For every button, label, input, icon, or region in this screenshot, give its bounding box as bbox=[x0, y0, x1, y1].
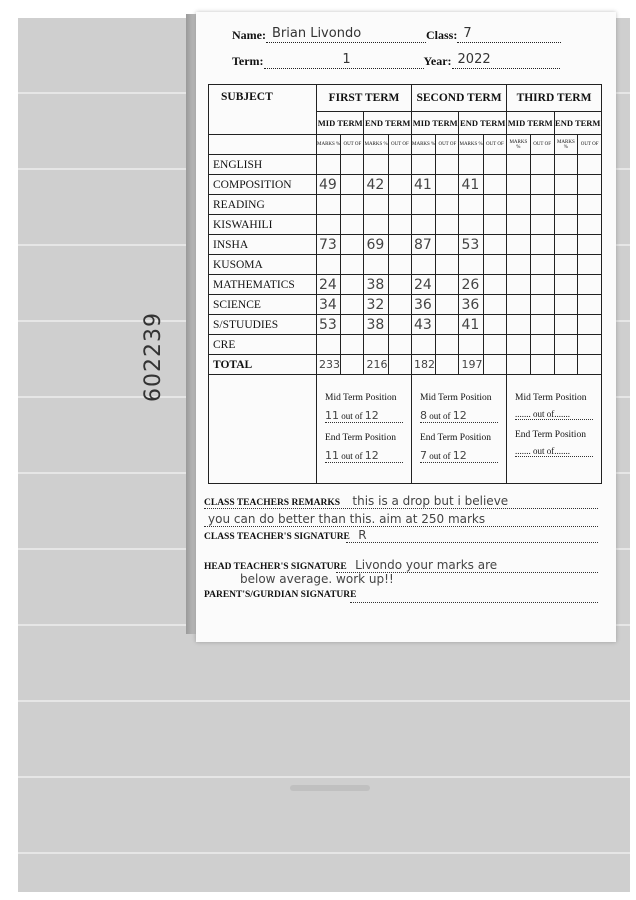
parent-signature-label: PARENT'S/GURDIAN SIGNATURE bbox=[204, 590, 357, 600]
out-of-cell bbox=[436, 275, 459, 295]
handwritten-id-number: 602239 bbox=[140, 312, 166, 402]
marks-cell bbox=[554, 235, 578, 255]
signature-dotted-line bbox=[350, 602, 598, 603]
marks-cell: 38 bbox=[364, 315, 388, 335]
subject-row bbox=[209, 155, 602, 175]
mid-term-position-value: 11 bbox=[325, 409, 339, 422]
marks-col-header: MARKS % bbox=[412, 135, 436, 155]
marks-cell: 53 bbox=[459, 235, 483, 255]
marks-cell bbox=[554, 215, 578, 235]
out-of-cell bbox=[578, 195, 602, 215]
marks-col-header: MARKS % bbox=[317, 135, 341, 155]
marks-cell: 41 bbox=[412, 175, 436, 195]
marks-cell bbox=[459, 255, 483, 275]
marks-cell bbox=[507, 155, 531, 175]
out-of-cell bbox=[341, 175, 364, 195]
marks-cell: 41 bbox=[459, 315, 483, 335]
marks-cell bbox=[364, 155, 388, 175]
marks-table bbox=[208, 84, 602, 484]
end-term-header: END TERM bbox=[459, 112, 507, 135]
name-value: Brian Livondo bbox=[271, 26, 362, 41]
head-teacher-remark-line2-row bbox=[240, 572, 394, 586]
marks-cell bbox=[317, 215, 341, 235]
subject-name: COMPOSITION bbox=[209, 175, 317, 195]
end-term-out-of-value: 12 bbox=[452, 449, 467, 462]
parent-signature-row bbox=[204, 590, 356, 600]
scan-smudge bbox=[290, 785, 370, 791]
out-of-cell bbox=[388, 155, 411, 175]
out-of-cell bbox=[388, 335, 411, 355]
out-of-cell bbox=[530, 175, 554, 195]
out-of-cell bbox=[388, 175, 411, 195]
year-value: 2022 bbox=[457, 52, 491, 67]
class-value: 7 bbox=[463, 26, 472, 41]
first-term-positions bbox=[317, 375, 412, 484]
out-of-cell bbox=[341, 255, 364, 275]
marks-cell: 53 bbox=[317, 315, 341, 335]
mid-term-out-of-value: 12 bbox=[452, 409, 467, 422]
marks-cell bbox=[554, 155, 578, 175]
out-of-cell bbox=[341, 335, 364, 355]
out-of-cell bbox=[436, 335, 459, 355]
total-cell bbox=[341, 355, 364, 375]
marks-cell: 43 bbox=[412, 315, 436, 335]
marks-cell: 36 bbox=[412, 295, 436, 315]
subject-row bbox=[209, 255, 602, 275]
class-teacher-signature-label: CLASS TEACHER'S SIGNATURE bbox=[204, 532, 350, 542]
mid-term-position-label: Mid Term Position bbox=[325, 393, 397, 403]
out-of-cell bbox=[530, 215, 554, 235]
out-of-text: out of bbox=[533, 409, 555, 419]
out-of-cell bbox=[578, 155, 602, 175]
out-of-col-header: OUT OF bbox=[578, 135, 602, 155]
head-teacher-signature-row bbox=[204, 558, 497, 572]
mid-term-position-line: ....... out of....... bbox=[515, 409, 593, 420]
head-teacher-signature-label: HEAD TEACHER'S SIGNATURE bbox=[204, 562, 347, 572]
marks-cell bbox=[364, 255, 388, 275]
out-of-col-header: OUT OF bbox=[436, 135, 459, 155]
out-of-cell bbox=[436, 195, 459, 215]
out-of-cell bbox=[578, 335, 602, 355]
subject-name: ENGLISH bbox=[209, 155, 317, 175]
out-of-cell bbox=[436, 295, 459, 315]
subject-row bbox=[209, 175, 602, 195]
subject-row bbox=[209, 235, 602, 255]
marks-cell bbox=[412, 335, 436, 355]
mid-term-header: MID TERM bbox=[412, 112, 459, 135]
marks-cell: 38 bbox=[364, 275, 388, 295]
total-label: TOTAL bbox=[209, 355, 317, 375]
out-of-cell bbox=[388, 255, 411, 275]
end-term-position-label: End Term Position bbox=[420, 433, 491, 443]
marks-cell bbox=[507, 255, 531, 275]
total-cell: 197 bbox=[459, 355, 483, 375]
marks-cell bbox=[459, 335, 483, 355]
marks-cell: 32 bbox=[364, 295, 388, 315]
end-term-out-of-value: 12 bbox=[364, 449, 379, 462]
class-teacher-remarks-label: CLASS TEACHERS REMARKS bbox=[204, 498, 341, 508]
marks-cell bbox=[412, 215, 436, 235]
out-of-text: out of bbox=[341, 411, 363, 421]
name-label: Name: bbox=[232, 28, 266, 42]
out-of-cell bbox=[530, 275, 554, 295]
total-cell bbox=[436, 355, 459, 375]
subject-row bbox=[209, 335, 602, 355]
marks-cell bbox=[412, 255, 436, 275]
term-label: Term: bbox=[232, 54, 264, 68]
marks-cell bbox=[507, 335, 531, 355]
year-label: Year: bbox=[423, 54, 452, 68]
end-term-position-label: End Term Position bbox=[515, 430, 586, 440]
marks-cell bbox=[554, 335, 578, 355]
out-of-cell bbox=[483, 215, 506, 235]
out-of-cell bbox=[483, 155, 506, 175]
marks-cell bbox=[507, 175, 531, 195]
out-of-cell bbox=[530, 235, 554, 255]
subject-name: MATHEMATICS bbox=[209, 275, 317, 295]
class-teacher-remark-line2-row bbox=[208, 512, 485, 526]
second-term-header: SECOND TERM bbox=[412, 85, 507, 112]
end-term-position-value: 7 bbox=[420, 449, 427, 462]
marks-cell bbox=[554, 195, 578, 215]
class-label: Class: bbox=[425, 28, 458, 42]
mid-term-position-label: Mid Term Position bbox=[515, 393, 587, 403]
out-of-cell bbox=[436, 175, 459, 195]
total-row bbox=[209, 355, 602, 375]
total-cell: 216 bbox=[364, 355, 388, 375]
marks-cell bbox=[459, 155, 483, 175]
marks-cell bbox=[317, 255, 341, 275]
out-of-cell bbox=[530, 315, 554, 335]
out-of-cell bbox=[341, 215, 364, 235]
marks-cell bbox=[364, 215, 388, 235]
name-field bbox=[266, 26, 426, 43]
total-cell: 233 bbox=[317, 355, 341, 375]
out-of-cell bbox=[578, 275, 602, 295]
out-of-cell bbox=[530, 335, 554, 355]
out-of-cell bbox=[578, 215, 602, 235]
end-term-position-line bbox=[325, 449, 403, 463]
marks-cell bbox=[412, 155, 436, 175]
third-term-header: THIRD TERM bbox=[507, 85, 602, 112]
class-field bbox=[457, 26, 561, 43]
out-of-cell bbox=[483, 235, 506, 255]
out-of-cell bbox=[530, 155, 554, 175]
out-of-cell bbox=[436, 315, 459, 335]
out-of-text: out of bbox=[429, 411, 451, 421]
subject-row bbox=[209, 315, 602, 335]
marks-cell bbox=[459, 215, 483, 235]
out-of-cell bbox=[578, 295, 602, 315]
positions-row bbox=[209, 375, 602, 484]
mid-term-header: MID TERM bbox=[507, 112, 555, 135]
end-term-position-line: ....... out of....... bbox=[515, 446, 593, 457]
marks-cell: 36 bbox=[459, 295, 483, 315]
mid-term-position-line bbox=[420, 409, 498, 423]
class-teacher-signature-row bbox=[204, 528, 367, 542]
total-cell bbox=[578, 355, 602, 375]
out-of-col-header: OUT OF bbox=[341, 135, 364, 155]
term-row bbox=[232, 52, 560, 69]
end-term-header: END TERM bbox=[364, 112, 412, 135]
out-of-cell bbox=[578, 255, 602, 275]
marks-cell bbox=[317, 335, 341, 355]
out-of-cell bbox=[578, 315, 602, 335]
marks-cell: 69 bbox=[364, 235, 388, 255]
total-cell: 182 bbox=[412, 355, 436, 375]
out-of-col-header: OUT OF bbox=[388, 135, 411, 155]
out-of-cell bbox=[530, 295, 554, 315]
out-of-cell bbox=[483, 255, 506, 275]
blank-header-cell bbox=[209, 135, 317, 155]
subject-name: INSHA bbox=[209, 235, 317, 255]
marks-cell bbox=[507, 195, 531, 215]
marks-cell: 41 bbox=[459, 175, 483, 195]
out-of-cell bbox=[341, 275, 364, 295]
marks-cell bbox=[459, 195, 483, 215]
marks-cell bbox=[317, 155, 341, 175]
subject-row bbox=[209, 195, 602, 215]
total-cell bbox=[388, 355, 411, 375]
remark-dotted-line bbox=[204, 508, 598, 509]
marks-col-header: MARKS % bbox=[459, 135, 483, 155]
marks-col-header: MARKS % bbox=[554, 135, 578, 155]
end-term-header: END TERM bbox=[554, 112, 602, 135]
subject-header: SUBJECT bbox=[209, 85, 317, 135]
out-of-cell bbox=[341, 295, 364, 315]
out-of-cell bbox=[388, 195, 411, 215]
total-cell bbox=[530, 355, 554, 375]
subject-name: CRE bbox=[209, 335, 317, 355]
marks-cell: 26 bbox=[459, 275, 483, 295]
marks-cell bbox=[554, 175, 578, 195]
marks-cell bbox=[317, 195, 341, 215]
term-field bbox=[264, 52, 424, 69]
class-teacher-signature: R bbox=[358, 528, 367, 542]
out-of-cell bbox=[436, 155, 459, 175]
marks-cell bbox=[507, 215, 531, 235]
marks-cell: 24 bbox=[412, 275, 436, 295]
marks-cell bbox=[507, 275, 531, 295]
out-of-text: out of bbox=[341, 451, 363, 461]
marks-cell bbox=[364, 335, 388, 355]
out-of-text: out of bbox=[429, 451, 451, 461]
marks-cell: 87 bbox=[412, 235, 436, 255]
marks-cell: 73 bbox=[317, 235, 341, 255]
out-of-cell bbox=[388, 295, 411, 315]
out-of-cell bbox=[388, 275, 411, 295]
marks-cell bbox=[507, 235, 531, 255]
subject-row bbox=[209, 275, 602, 295]
out-of-cell bbox=[436, 235, 459, 255]
subject-name: READING bbox=[209, 195, 317, 215]
out-of-cell bbox=[341, 315, 364, 335]
mid-term-position-value: 8 bbox=[420, 409, 427, 422]
class-teacher-remark-line2: you can do better than this. aim at 250 marks bbox=[208, 512, 486, 526]
marks-cell: 24 bbox=[317, 275, 341, 295]
marks-cell bbox=[412, 195, 436, 215]
out-of-cell bbox=[483, 295, 506, 315]
out-of-cell bbox=[530, 195, 554, 215]
total-cell bbox=[483, 355, 506, 375]
out-of-cell bbox=[578, 235, 602, 255]
signature-dotted-line bbox=[346, 542, 598, 543]
out-of-col-header: OUT OF bbox=[483, 135, 506, 155]
marks-col-header: MARKS % bbox=[507, 135, 531, 155]
out-of-cell bbox=[341, 235, 364, 255]
class-teacher-remarks-row bbox=[204, 494, 508, 508]
out-of-cell bbox=[483, 315, 506, 335]
marks-body bbox=[209, 155, 602, 355]
total-cell bbox=[507, 355, 531, 375]
out-of-cell bbox=[341, 155, 364, 175]
subject-name: KUSOMA bbox=[209, 255, 317, 275]
out-of-cell bbox=[436, 255, 459, 275]
out-of-cell bbox=[578, 175, 602, 195]
out-of-cell bbox=[483, 195, 506, 215]
marks-cell bbox=[554, 255, 578, 275]
first-term-header: FIRST TERM bbox=[317, 85, 412, 112]
subject-row bbox=[209, 215, 602, 235]
out-of-cell bbox=[483, 175, 506, 195]
out-of-cell bbox=[436, 215, 459, 235]
end-term-position-value: 11 bbox=[325, 449, 339, 462]
positions-blank-cell bbox=[209, 375, 317, 484]
total-cell bbox=[554, 355, 578, 375]
remark-dotted-line bbox=[204, 526, 598, 527]
end-term-position-line bbox=[420, 449, 498, 463]
out-of-col-header: OUT OF bbox=[530, 135, 554, 155]
name-row bbox=[232, 26, 561, 43]
head-teacher-remark-line1: Livondo your marks are bbox=[355, 558, 498, 572]
subject-row bbox=[209, 295, 602, 315]
second-term-positions bbox=[412, 375, 507, 484]
report-card bbox=[196, 12, 616, 642]
mid-term-position-label: Mid Term Position bbox=[420, 393, 492, 403]
out-of-cell bbox=[388, 315, 411, 335]
marks-cell bbox=[554, 295, 578, 315]
marks-cell bbox=[554, 275, 578, 295]
marks-cell bbox=[554, 315, 578, 335]
year-field bbox=[452, 52, 560, 69]
term-value: 1 bbox=[342, 52, 351, 67]
mid-term-header: MID TERM bbox=[317, 112, 364, 135]
mid-term-out-of-value: 12 bbox=[364, 409, 379, 422]
marks-cell bbox=[507, 315, 531, 335]
marks-col-header: MARKS % bbox=[364, 135, 388, 155]
out-of-cell bbox=[530, 255, 554, 275]
subject-name: S/STUUDIES bbox=[209, 315, 317, 335]
third-term-positions bbox=[507, 375, 602, 484]
marks-cell bbox=[364, 195, 388, 215]
out-of-cell bbox=[483, 335, 506, 355]
subject-name: SCIENCE bbox=[209, 295, 317, 315]
marks-cell: 34 bbox=[317, 295, 341, 315]
marks-cell: 49 bbox=[317, 175, 341, 195]
marks-cell: 42 bbox=[364, 175, 388, 195]
end-term-position-label: End Term Position bbox=[325, 433, 396, 443]
out-of-cell bbox=[388, 215, 411, 235]
head-teacher-remark-line2: below average. work up!! bbox=[240, 572, 394, 586]
mid-term-position-line bbox=[325, 409, 403, 423]
out-of-cell bbox=[483, 275, 506, 295]
class-teacher-remark-line1: this is a drop but i believe bbox=[352, 494, 509, 508]
subject-name: KISWAHILI bbox=[209, 215, 317, 235]
out-of-cell bbox=[341, 195, 364, 215]
out-of-cell bbox=[388, 235, 411, 255]
marks-cell bbox=[507, 295, 531, 315]
out-of-text: out of bbox=[533, 446, 555, 456]
